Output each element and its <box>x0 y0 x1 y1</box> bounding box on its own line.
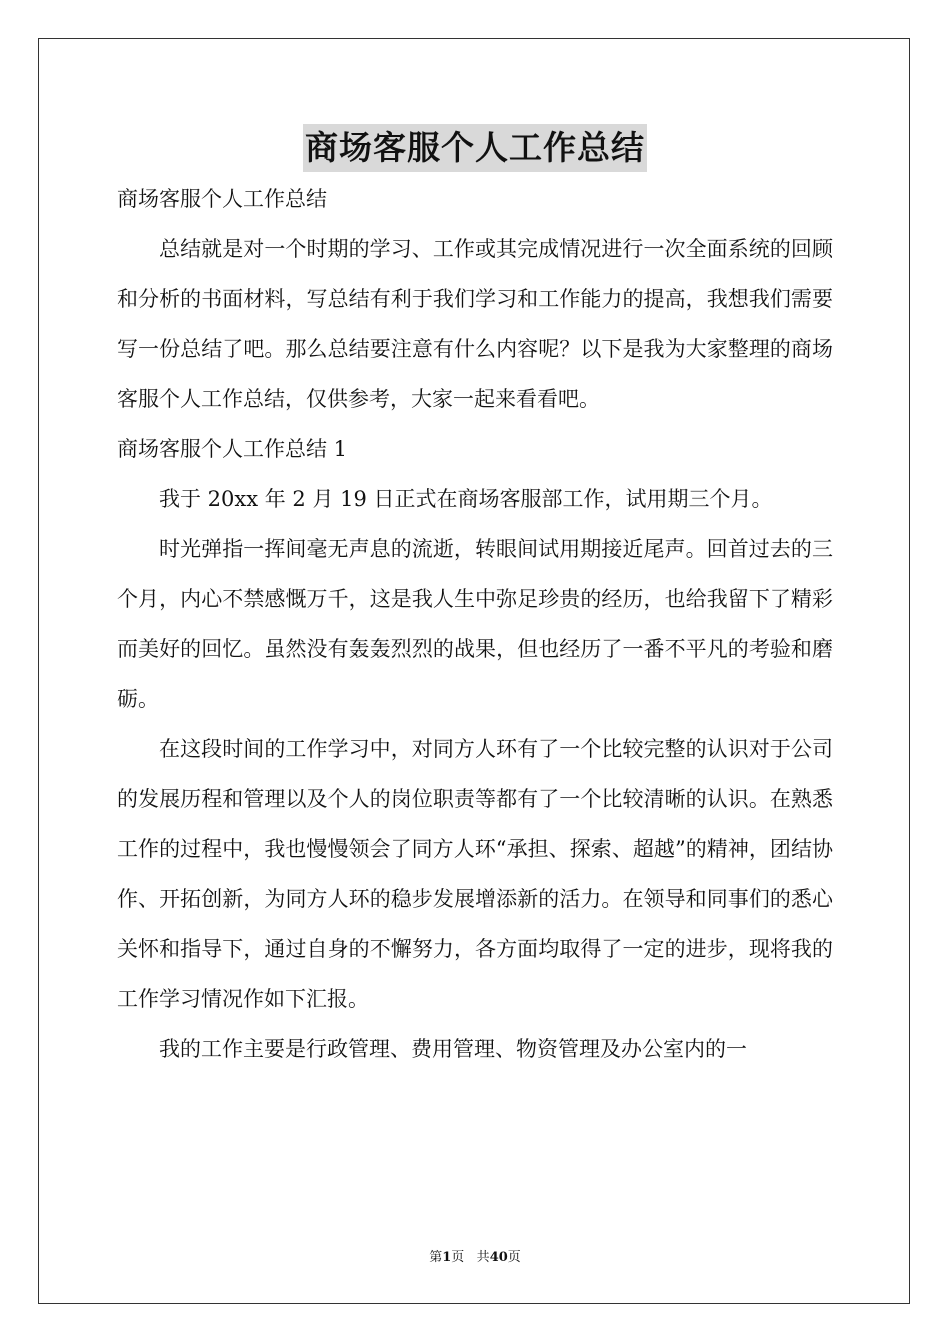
total-prefix: 共 <box>476 1250 490 1265</box>
paragraph-duties: 我的工作主要是行政管理、费用管理、物资管理及办公室内的一 <box>159 1037 747 1061</box>
page-number: 1 <box>442 1250 452 1265</box>
paragraph-subtitle: 商场客服个人工作总结 <box>117 187 327 211</box>
paragraph-reflection: 时光弹指一挥间毫无声息的流逝，转眼间试用期接近尾声。回首过去的三个月，内心不禁感慨万千，这是我人生中弥足珍贵的经历，也给我留下了精彩而美好的回忆。虽然没有轰轰烈烈的战果，但也经历了一番不平凡的考验和磨砺。 <box>117 537 833 711</box>
page-footer <box>0 1246 950 1265</box>
paragraph-start-date: 我于 20xx 年 2 月 19 日正式在商场客服部工作，试用期三个月。 <box>159 487 773 511</box>
document-body <box>117 174 833 1074</box>
total-unit: 页 <box>507 1250 521 1265</box>
document-title: 商场客服个人工作总结 <box>303 124 647 172</box>
paragraph-intro: 总结就是对一个时期的学习、工作或其完成情况进行一次全面系统的回顾和分析的书面材料，写总结有利于我们学习和工作能力的提高，我想我们需要写一份总结了吧。那么总结要注意有什么内容呢？以下是我为大家整理的商场客服个人工作总结，仅供参考，大家一起来看看吧。 <box>117 237 833 411</box>
paragraph-section-heading: 商场客服个人工作总结 1 <box>117 437 348 461</box>
page-prefix: 第 <box>429 1250 443 1265</box>
paragraph-learning: 在这段时间的工作学习中，对同方人环有了一个比较完整的认识对于公司的发展历程和管理以及个人的岗位职责等都有了一个比较清晰的认识。在熟悉工作的过程中，我也慢慢领会了同方人环“承担、探索、超越”的精神，团结协作、开拓创新，为同方人环的稳步发展增添新的活力。在领导和同事们的悉心关怀和指导下，通过自身的不懈努力，各方面均取得了一定的进步，现将我的工作学习情况作如下汇报。 <box>117 737 833 1011</box>
total-pages: 40 <box>489 1250 508 1265</box>
title-wrap <box>0 124 950 172</box>
page-unit: 页 <box>451 1250 465 1265</box>
